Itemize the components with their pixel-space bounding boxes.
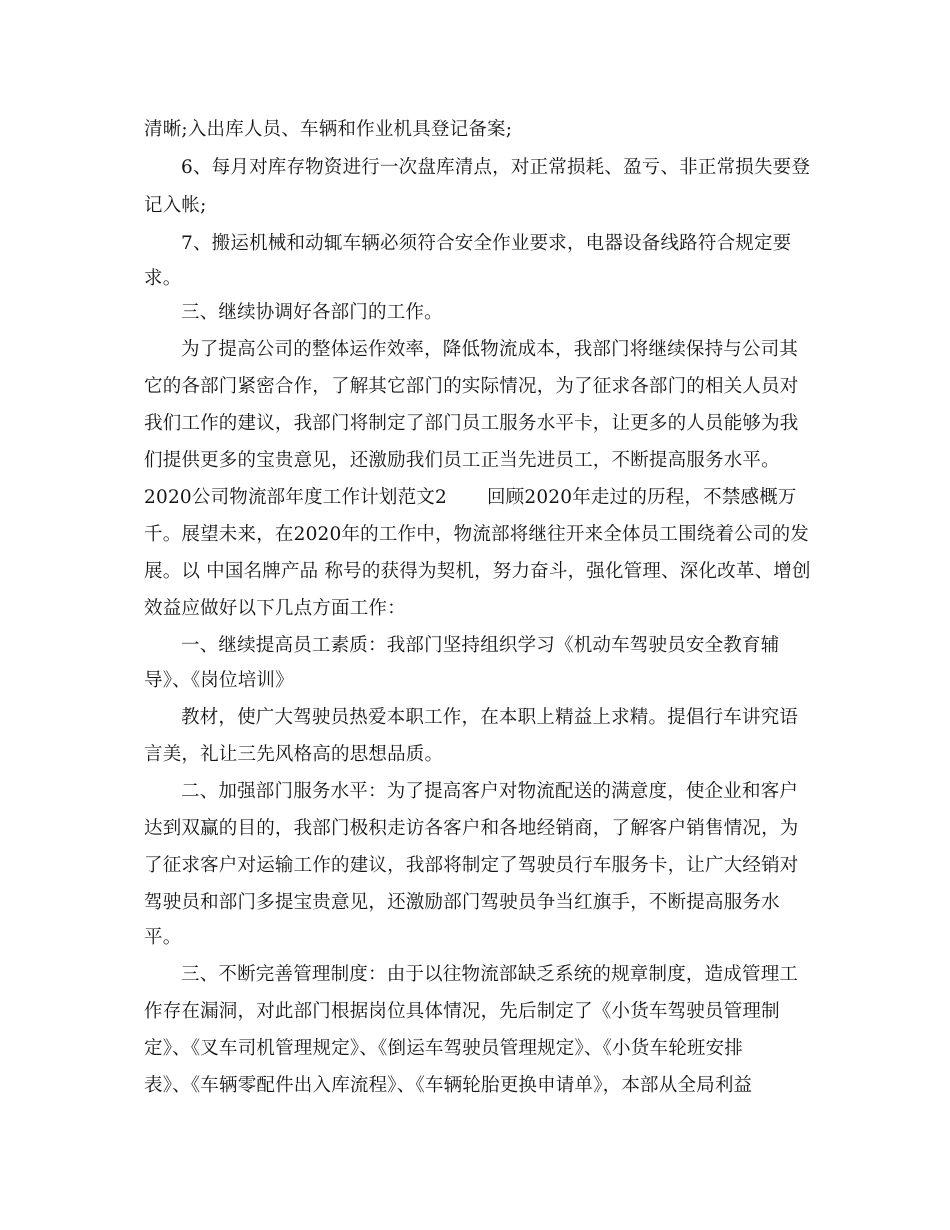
document-subtitle: 2020公司物流部年度工作计划范文2 [144, 487, 447, 508]
text-line: 了征求客户对运输工作的建议，我部将制定了驾驶员行车服务卡，让广大经销对 [144, 855, 799, 876]
text-span: 回顾2020年走过的历程，不禁感概万 [486, 487, 797, 508]
text-line: 表》、《车辆零配件出入库流程》、《车辆轮胎更换申请单》，本部从全局利益 [144, 1075, 753, 1096]
text-line: 为了提高公司的整体运作效率，降低物流成本，我部门将继续保持与公司其 [181, 339, 799, 360]
text-line: 7、搬运机械和动辄车辆必须符合安全作业要求，电器设备线路符合规定要 [181, 233, 792, 254]
text-line: 求。 [144, 268, 182, 289]
text-line: 教材，使广大驾驶员热爱本职工作，在本职上精益上求精。提倡行车讲究语 [181, 707, 799, 728]
text-line: 驾驶员和部门多提宝贵意见，还激励部门驾驶员争当红旗手，不断提高服务水 [144, 892, 780, 913]
text-line: 平。 [144, 927, 182, 948]
text-line: 清晰;入出库人员、车辆和作业机具登记备案; [144, 119, 513, 140]
text-line: 定》、《叉车司机管理规定》、《倒运车驾驶员管理规定》、《小货车轮班安排 [144, 1038, 744, 1059]
text-line: 记入帐; [144, 195, 207, 216]
text-line: 千。展望未来，在2020年的工作中，物流部将继往开来全体员工围绕着公司的发 [144, 524, 809, 545]
text-line [144, 485, 797, 511]
text-line: 展。以 中国名牌产品 称号的获得为契机，努力奋斗，强化管理、深化改革、增创 [144, 561, 811, 582]
text-line: 一、继续提高员工素质：我部门坚持组织学习《机动车驾驶员安全教育辅 [181, 635, 780, 656]
text-line: 作存在漏洞，对此部门根据岗位具体情况，先后制定了《小货车驾驶员管理制 [144, 1001, 780, 1022]
text-line: 二、加强部门服务水平：为了提高客户对物流配送的满意度，使企业和客户 [181, 781, 799, 802]
text-line: 我们工作的建议，我部门将制定了部门员工服务水平卡，让更多的人员能够为我 [144, 413, 799, 434]
text-line: 它的各部门紧密合作，了解其它部门的实际情况，为了征求各部门的相关人员对 [144, 376, 799, 397]
text-line: 效益应做好以下几点方面工作： [144, 598, 406, 619]
text-line: 6、每月对库存物资进行一次盘库清点，对正常损耗、盈亏、非正常损失要登 [181, 157, 811, 178]
text-line: 导》、《岗位培训》 [144, 670, 294, 691]
section-heading: 三、继续协调好各部门的工作。 [181, 302, 443, 323]
text-line: 们提供更多的宝贵意见，还激励我们员工正当先进员工，不断提高服务水平。 [144, 450, 780, 471]
text-line: 言美，礼让三先风格高的思想品质。 [144, 744, 444, 765]
text-line: 达到双赢的目的，我部门极积走访各客户和各地经销商，了解客户销售情况，为 [144, 818, 799, 839]
text-line: 三、不断完善管理制度：由于以往物流部缺乏系统的规章制度，造成管理工 [181, 964, 799, 985]
